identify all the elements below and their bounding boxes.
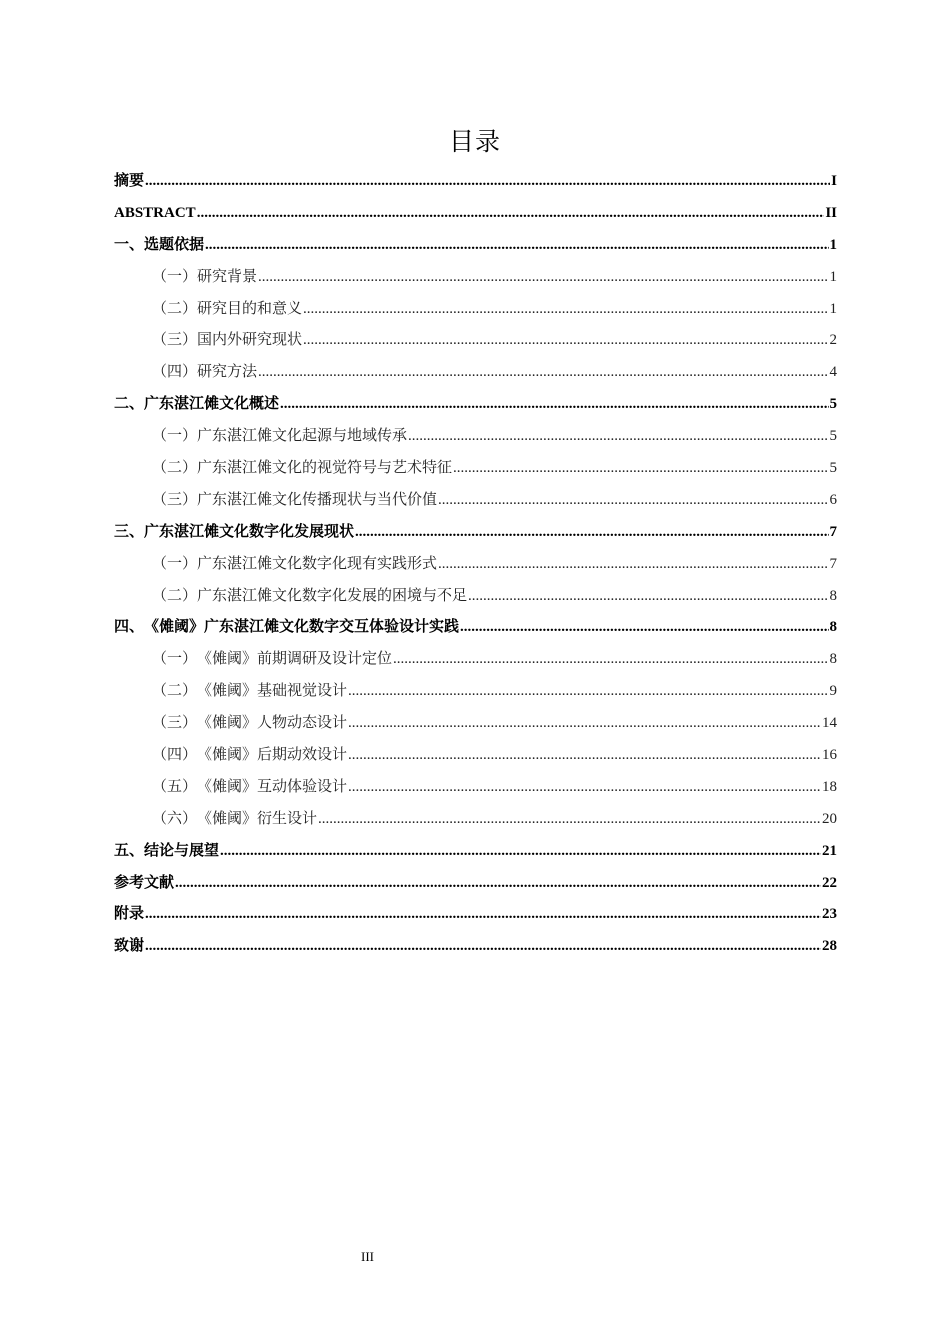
toc-entry-page: 23 <box>822 906 837 923</box>
toc-entry[interactable] <box>114 708 837 740</box>
toc-dot-leader <box>453 453 828 485</box>
toc-entry-number: （四） <box>152 364 198 381</box>
toc-entry-number: 三、 <box>114 523 145 540</box>
toc-dot-leader <box>205 230 828 262</box>
toc-dot-leader <box>318 804 821 836</box>
toc-entry-title: 参考文献 <box>114 874 175 891</box>
toc-entry[interactable] <box>114 453 837 485</box>
toc-dot-leader <box>355 517 828 549</box>
toc-dot-leader <box>348 740 821 772</box>
toc-entry-number: （三） <box>152 715 198 732</box>
toc-entry-page: 8 <box>829 587 837 604</box>
toc-entry-title: 结论与展望 <box>144 842 220 859</box>
toc-entry-page: 6 <box>829 491 837 508</box>
toc-entry-title: ABSTRACT <box>114 204 196 221</box>
toc-entry[interactable] <box>114 899 837 931</box>
toc-entry-title: 选题依据 <box>144 236 205 253</box>
toc-entry[interactable] <box>114 485 837 517</box>
toc-entry-title: 《傩阈》基础视觉设计 <box>197 683 348 700</box>
toc-entry-number: （一） <box>152 428 198 445</box>
toc-entry-page: I <box>831 173 837 189</box>
toc-entry-title: 《傩阈》后期动效设计 <box>197 747 348 764</box>
toc-entry[interactable] <box>114 581 837 613</box>
toc-entry[interactable] <box>114 325 837 357</box>
toc-entry-number: 一、 <box>114 236 145 253</box>
toc-dot-leader <box>258 262 828 294</box>
toc-entry[interactable] <box>114 294 837 326</box>
toc-entry-page: 8 <box>829 619 837 636</box>
toc-dot-leader <box>408 421 828 453</box>
toc-dot-leader <box>348 676 828 708</box>
page-footer-number: III <box>361 1249 374 1264</box>
toc-entry-title: 《傩阈》衍生设计 <box>197 810 318 827</box>
toc-entry-page: 8 <box>829 651 837 668</box>
toc-dot-leader <box>438 485 828 517</box>
toc-entry-page: II <box>825 204 837 221</box>
toc-dot-leader <box>220 836 821 868</box>
toc-dot-leader <box>197 198 825 230</box>
table-of-contents <box>114 166 837 963</box>
toc-entry-title: 《傩阈》人物动态设计 <box>197 715 348 732</box>
toc-entry-page: 16 <box>822 747 837 764</box>
toc-entry-page: 7 <box>829 555 837 572</box>
toc-entry-page: 14 <box>822 715 837 732</box>
toc-entry[interactable] <box>114 772 837 804</box>
toc-entry-number: （三） <box>152 332 198 349</box>
toc-entry[interactable] <box>114 549 837 581</box>
toc-dot-leader <box>438 549 828 581</box>
toc-entry[interactable] <box>114 262 837 294</box>
toc-dot-leader <box>145 899 821 931</box>
toc-entry-page: 20 <box>822 810 837 827</box>
toc-entry-title: 广东湛江傩文化数字化发展现状 <box>144 523 355 540</box>
toc-entry-page: 4 <box>829 364 837 381</box>
toc-dot-leader <box>280 389 828 421</box>
toc-entry[interactable] <box>114 612 837 644</box>
toc-entry-page: 22 <box>822 874 837 891</box>
toc-entry[interactable] <box>114 868 837 900</box>
toc-entry-page: 1 <box>829 236 837 253</box>
toc-entry-title: 研究方法 <box>197 364 258 381</box>
toc-entry-title: 广东湛江傩文化的视觉符号与艺术特征 <box>197 460 453 477</box>
toc-entry[interactable] <box>114 357 837 389</box>
toc-entry-title: 《傩阈》广东湛江傩文化数字交互体验设计实践 <box>144 619 460 636</box>
toc-entry-title: 广东湛江傩文化数字化发展的困境与不足 <box>197 587 468 604</box>
toc-entry-page: 5 <box>829 428 837 445</box>
page-title: 目录 <box>448 127 501 156</box>
toc-entry-number: （四） <box>152 747 198 764</box>
toc-entry-title: 研究目的和意义 <box>197 300 303 317</box>
toc-entry-number: （五） <box>152 778 198 795</box>
toc-dot-leader <box>348 772 821 804</box>
toc-entry[interactable] <box>114 804 837 836</box>
toc-entry[interactable] <box>114 389 837 421</box>
toc-entry[interactable] <box>114 740 837 772</box>
toc-entry-title: 附录 <box>114 906 145 923</box>
toc-entry-number: （一） <box>152 268 198 285</box>
toc-dot-leader <box>303 294 828 326</box>
toc-entry-number: （二） <box>152 587 198 604</box>
toc-entry-title: 广东湛江傩文化起源与地域传承 <box>197 428 408 445</box>
toc-entry-page: 1 <box>829 268 837 285</box>
toc-entry[interactable] <box>114 230 837 262</box>
toc-dot-leader <box>258 357 828 389</box>
toc-entry[interactable] <box>114 517 837 549</box>
toc-entry-number: （二） <box>152 460 198 477</box>
toc-entry-page: 5 <box>829 396 837 413</box>
toc-entry-page: 18 <box>822 778 837 795</box>
toc-entry-page: 21 <box>822 842 837 859</box>
toc-dot-leader <box>393 644 828 676</box>
toc-dot-leader <box>468 581 828 613</box>
toc-entry[interactable] <box>114 931 837 963</box>
toc-entry-number: （一） <box>152 555 198 572</box>
toc-entry-title: 广东湛江傩文化传播现状与当代价值 <box>197 491 438 508</box>
toc-entry-number: （一） <box>152 651 198 668</box>
toc-entry[interactable] <box>114 644 837 676</box>
toc-entry-title: 广东湛江傩文化概述 <box>144 396 280 413</box>
toc-entry-title: 广东湛江傩文化数字化现有实践形式 <box>197 555 438 572</box>
toc-entry-number: 五、 <box>114 842 145 859</box>
toc-entry-page: 2 <box>829 332 837 349</box>
toc-dot-leader <box>303 325 828 357</box>
toc-entry[interactable] <box>114 676 837 708</box>
toc-entry-page: 7 <box>829 523 837 540</box>
toc-entry-title: 《傩阈》前期调研及设计定位 <box>197 651 393 668</box>
toc-entry-number: （三） <box>152 491 198 508</box>
toc-dot-leader <box>460 612 828 644</box>
toc-entry[interactable] <box>114 421 837 453</box>
toc-entry-number: （二） <box>152 683 198 700</box>
toc-entry-page: 1 <box>829 300 837 317</box>
toc-entry-number: 二、 <box>114 396 145 413</box>
toc-entry-number: （二） <box>152 300 198 317</box>
toc-entry[interactable] <box>114 166 837 198</box>
toc-dot-leader <box>145 931 821 963</box>
toc-entry-title: 国内外研究现状 <box>197 332 303 349</box>
toc-dot-leader <box>175 868 821 900</box>
toc-entry-title: 摘要 <box>114 173 145 189</box>
toc-entry-title: 致谢 <box>114 938 145 955</box>
toc-entry-title: 《傩阈》互动体验设计 <box>197 778 348 795</box>
toc-entry-page: 5 <box>829 460 837 477</box>
toc-entry-title: 研究背景 <box>197 268 258 285</box>
toc-dot-leader <box>348 708 821 740</box>
toc-entry-number: （六） <box>152 810 198 827</box>
toc-entry-page: 9 <box>829 683 837 700</box>
toc-entry[interactable] <box>114 836 837 868</box>
toc-entry-page: 28 <box>822 938 837 955</box>
toc-entry[interactable] <box>114 198 837 230</box>
toc-dot-leader <box>145 166 830 198</box>
toc-entry-number: 四、 <box>114 619 145 636</box>
